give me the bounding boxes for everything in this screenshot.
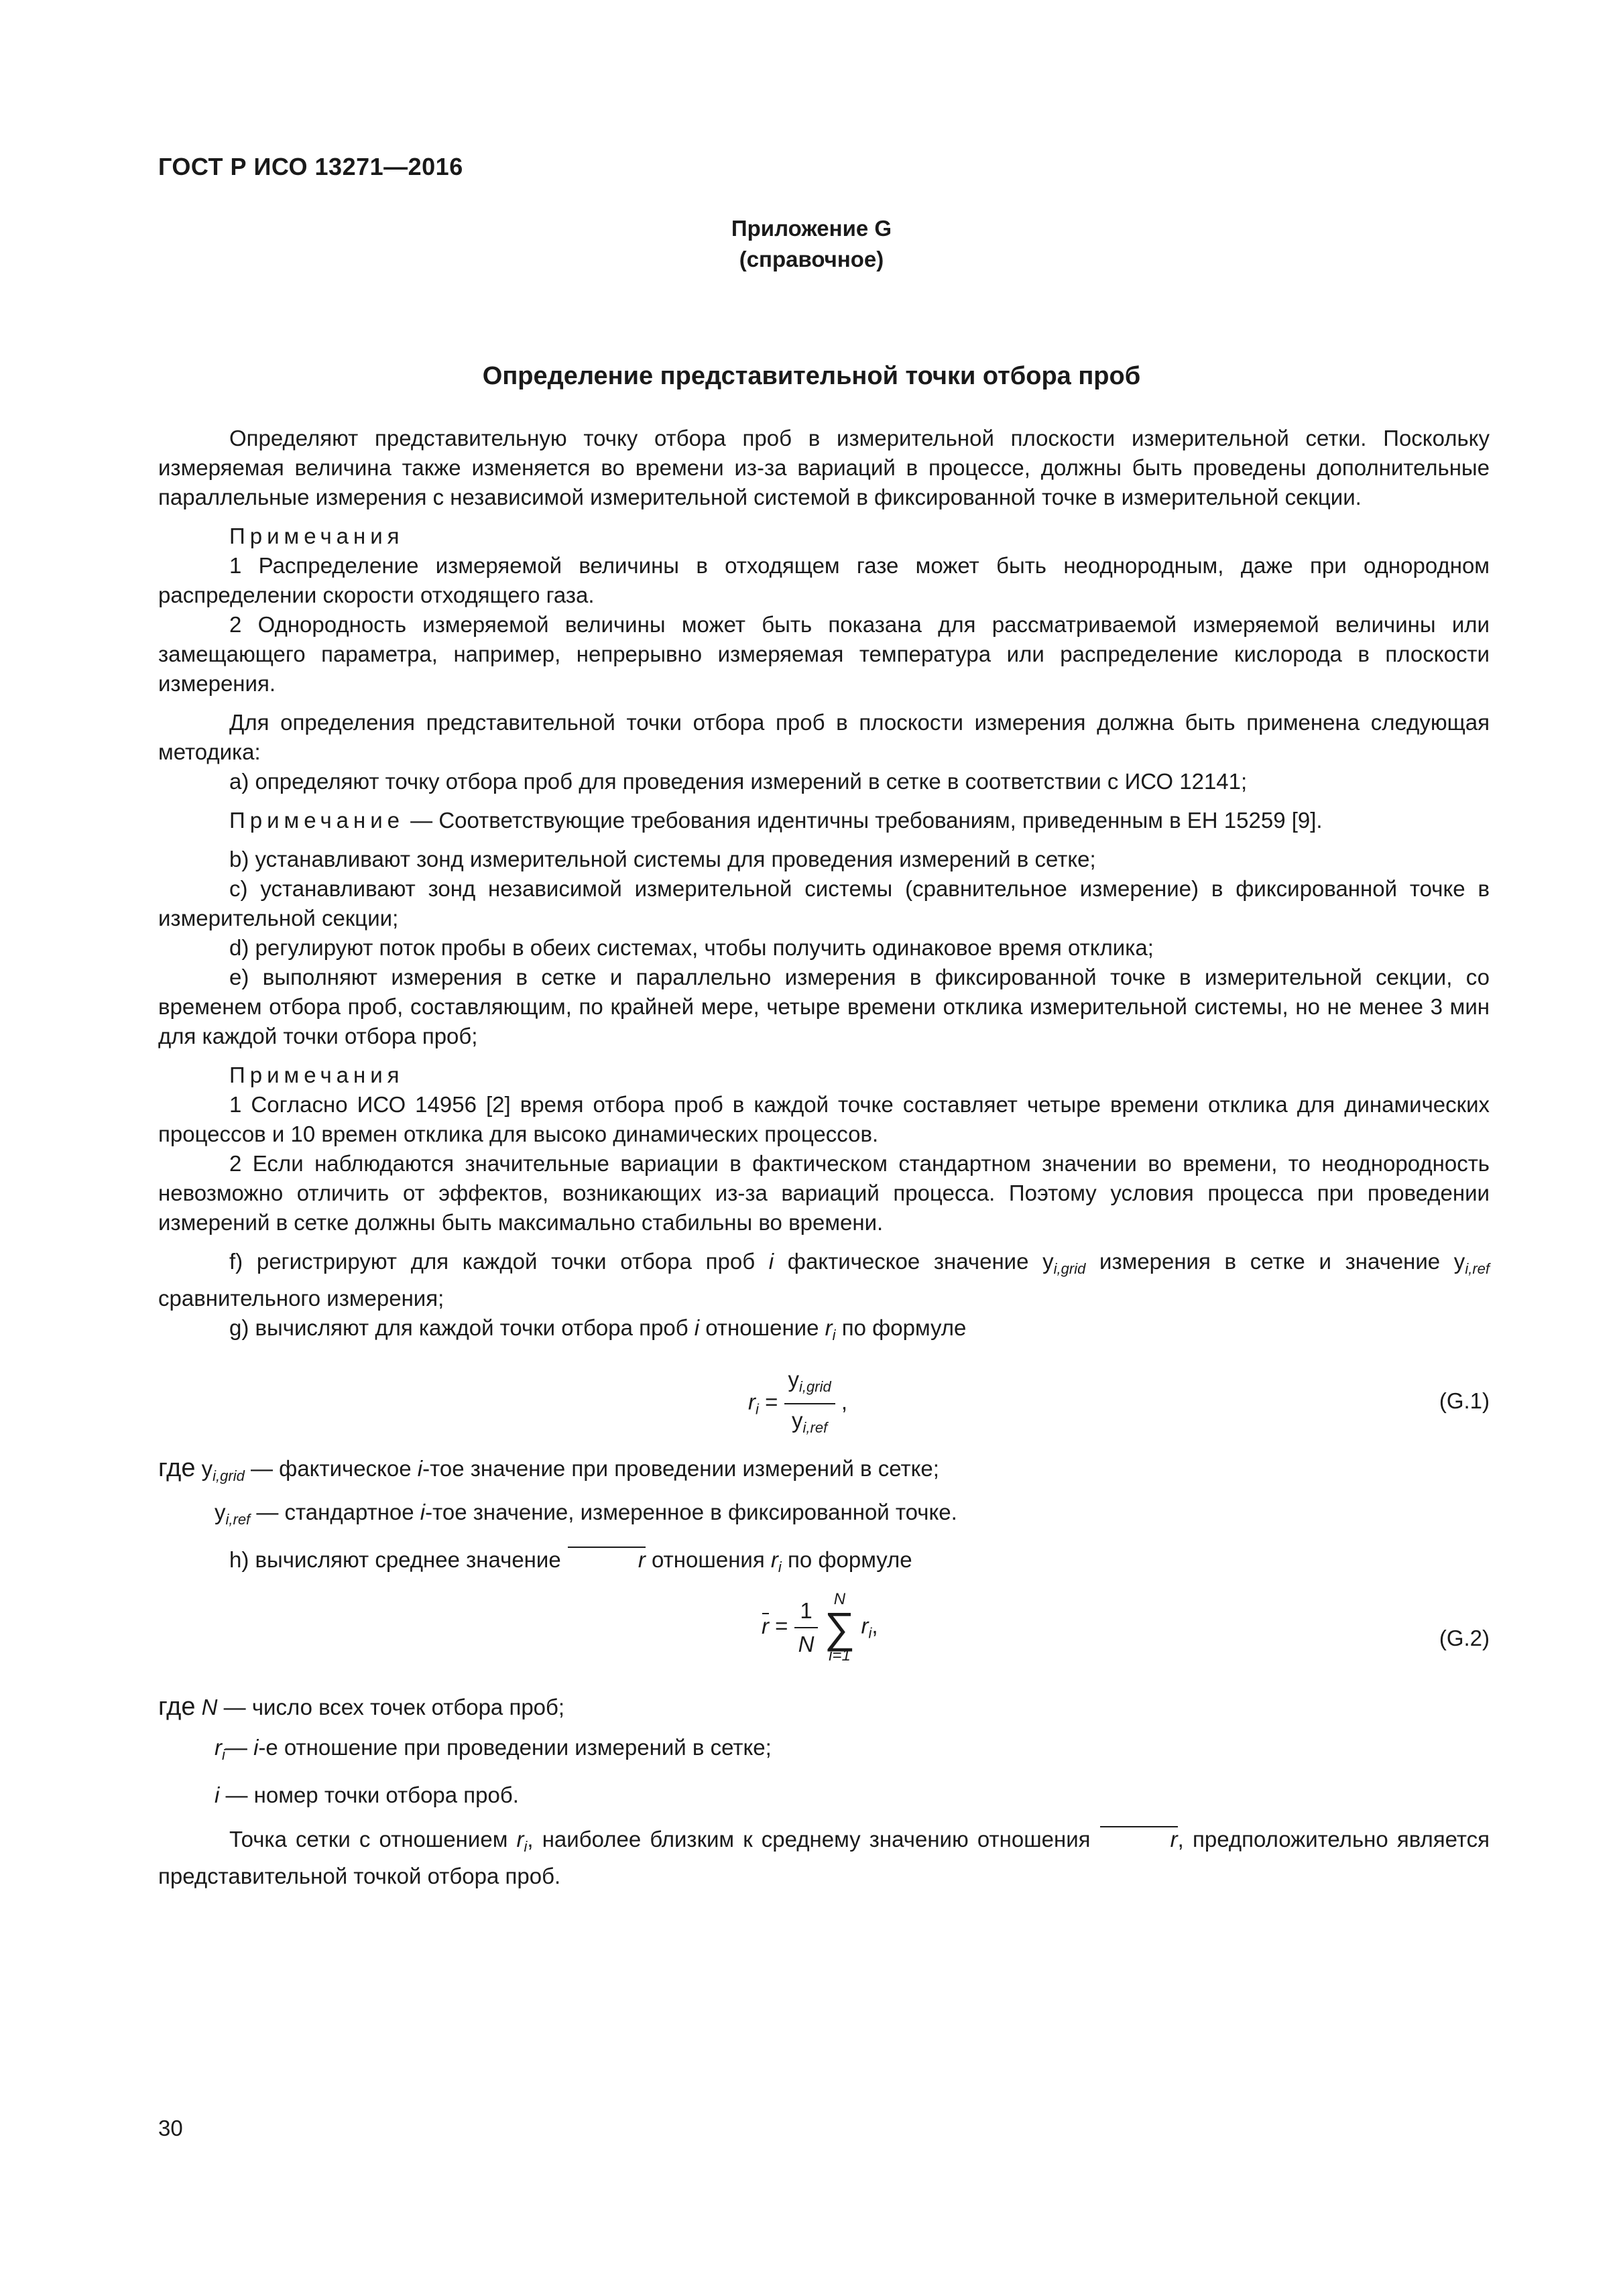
step-paragraph: h) вычисляют среднее значение r отношения $r_i$ по формуле bbox=[158, 1545, 1490, 1582]
step-paragraph: f) регистрируют для каждой точки отбора проб i фактическое значение $y_{i,grid}$ измерения в сетке и значение $y_{i,ref}$ сравнительного измерения; bbox=[158, 1249, 1490, 1311]
note-paragraph: 2 Однородность измеряемой величины может быть показана для рассматриваемой измеряемой величины или замещающего параметра, например, непрерывно измеряемая температура или распределение кислорода в плоскости измерения. bbox=[158, 612, 1490, 696]
appendix-title: Приложение G bbox=[731, 216, 892, 241]
where-block-2: где N — число всех точек отбора проб; $r_i—$ i-е отношение при проведении измерений в сетке; i — номер точки отбора проб. bbox=[158, 1693, 772, 1807]
note-paragraph: 1 Распределение измеряемой величины в отходящем газе может быть неоднородным, даже при однородном распределении скорости отходящего газа. bbox=[158, 553, 1490, 607]
section-title: Определение представительной точки отбора проб bbox=[482, 362, 1141, 390]
standard-header: ГОСТ Р ИСО 13271—2016 bbox=[158, 153, 463, 180]
page-number: 30 bbox=[158, 2116, 183, 2140]
formula-g2: r = $\frac{1}{N}$ N ∑ i=1 $r_i$, (G.2) bbox=[762, 1590, 1490, 1665]
single-note bbox=[158, 806, 1490, 835]
note-label: Примечание bbox=[229, 808, 405, 833]
formula-g1: $r_i$ = $\frac{y_{i,grid}}{y_{i,ref}}$ , (G.1) bbox=[158, 1360, 1490, 1440]
appendix-status: (справочное) bbox=[739, 247, 884, 271]
note-paragraph: 1 Согласно ИСО 14956 [2] время отбора проб в каждой точке составляет четыре времени отклика для динамических процессов и 10 времен отклика для высоко динамических процессов. bbox=[158, 1092, 1490, 1146]
note-paragraph: 2 Если наблюдаются значительные вариации в фактическом стандартном значении во времени, то неоднородность невозможно отличить от эффектов, возникающих из-за вариаций процесса. Поэтому условия процесса при проведении измерений в сетке должны быть максимально стабильны во времени. bbox=[158, 1151, 1490, 1235]
conclusion-paragraph: Точка сетки с отношением $r_i$, наиболее близким к среднему значению отношения r, предположительно является представительной точкой отбора проб. bbox=[158, 1825, 1490, 1891]
where-block-1: где $y_{i,grid}$ — фактическое i-тое значение при проведении измерений в сетке; $y_{i,ref}$ — стандартное i-тое значение, измеренное в фиксированной точке. bbox=[158, 1454, 957, 1528]
note-text: — Соответствующие требования идентичны требованиям, приведенным в ЕН 15259 [9]. bbox=[404, 808, 1323, 833]
method-intro-paragraph: Для определения представительной точки отбора проб в плоскости измерения должна быть применена следующая методика: bbox=[158, 710, 1490, 764]
document-body bbox=[158, 424, 1490, 1891]
step-paragraph: c) устанавливают зонд независимой измерительной системы (сравнительное измерение) в фиксированной точке в измерительной секции; bbox=[158, 876, 1490, 930]
formula-number: (G.1) bbox=[1439, 1388, 1490, 1413]
notes-label: Примечания bbox=[229, 1063, 404, 1087]
step-paragraph: d) регулируют поток пробы в обеих системах, чтобы получить одинаковое время отклика; bbox=[229, 935, 1154, 960]
formula-number: (G.2) bbox=[1439, 1626, 1490, 1650]
notes-label: Примечания bbox=[229, 524, 404, 548]
intro-paragraph: Определяют представительную точку отбора проб в измерительной плоскости измерительной сетки. Поскольку измеряемая величина также изменяется во времени из-за вариаций в процессе, должны быть проведены дополнительные параллельные измерения с независимой измерительной системой в фиксированной точке в измерительной секции. bbox=[158, 426, 1490, 509]
step-paragraph: e) выполняют измерения в сетке и параллельно измерения в фиксированной точке в измерительной секции, со временем отбора проб, составляющим, по крайней мере, четыре времени отклика измерительной системы, но не менее 3 мин для каждой точки отбора проб; bbox=[158, 965, 1490, 1048]
step-paragraph: g) вычисляют для каждой точки отбора проб i отношение $r_i$ по формуле bbox=[229, 1315, 967, 1343]
step-paragraph: a) определяют точку отбора проб для проведения измерений в сетке в соответствии с ИСО 12141; bbox=[229, 769, 1248, 794]
step-paragraph: b) устанавливают зонд измерительной системы для проведения измерений в сетке; bbox=[229, 847, 1096, 871]
